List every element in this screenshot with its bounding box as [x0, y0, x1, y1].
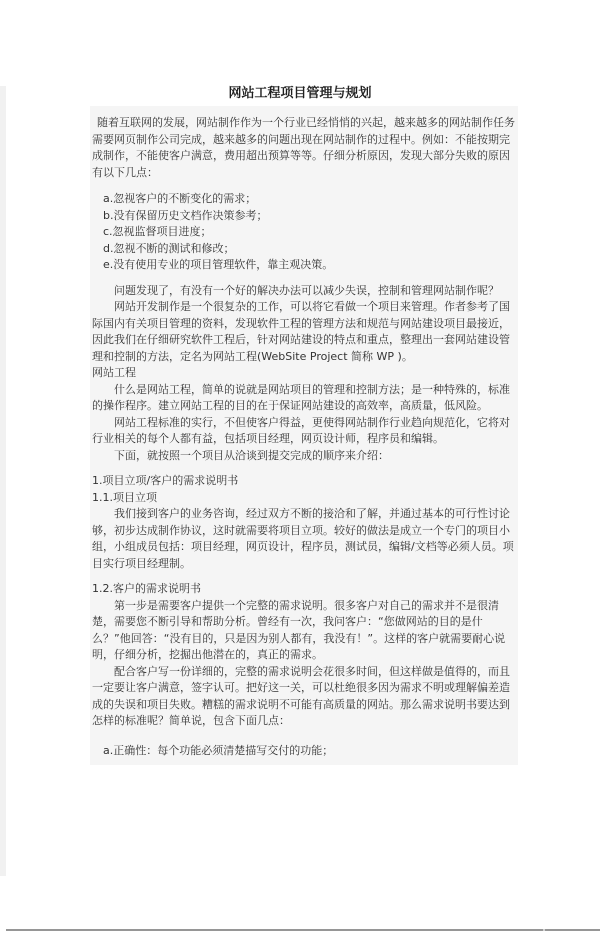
question-paragraph: 问题发现了，有没有一个好的解决办法可以减少失误，控制和管理网站制作呢？	[114, 283, 499, 297]
section1-2-paragraph-2: 配合客户写一份详细的，完整的需求说明会花很多时间，但这样做是值得的，而且一定要让客户满意，签字认可。把好这一关，可以杜绝很多因为需求不明或理解偏差造成的失误和项目失败。糟糕的需求说明不可能有高质量的网站。那么需求说明书要达到怎样的标准呢？简单说，包含下面几点：	[92, 664, 510, 727]
requirement-item-a: a.正确性：每个功能必须清楚描写交付的功能；	[103, 743, 334, 757]
section1-1-paragraph: 我们接到客户的业务咨询，经过双方不断的接洽和了解，并通过基本的可行性讨论够，初步达成制作协议，这时就需要将项目立项。较好的做法是成立一个专门的项目小组，小组成员包括：项目经理，网页设计，程序员，测试员，编辑/文档等必须人员。项目实行项目经理制。	[92, 507, 514, 570]
site-engineering-paragraph-1: 什么是网站工程，简单的说就是网站项目的管理和控制方法；是一种特殊的，标准的操作程序。建立网站工程的目的在于保证网站建设的高效率，高质量，低风险。	[92, 382, 510, 412]
list-item-a: a.忽视客户的不断变化的需求；	[103, 192, 257, 205]
site-engineering-paragraph-2: 网站工程标准的实行，不但使客户得益，更使得网站制作行业趋向规范化，它将对行业相关的每个人都有益，包括项目经理，网页设计师，程序员和编辑。	[92, 415, 510, 445]
page-title: 网站工程项目管理与规划	[228, 86, 372, 101]
list-item-b: b.没有保留历史文档作决策参考；	[103, 208, 268, 222]
section1-2-heading: 1.2.客户的需求说明书	[92, 582, 201, 595]
section-heading-site-engineering: 网站工程	[92, 366, 136, 379]
list-item-d: d.忽视不断的测试和修改；	[103, 241, 235, 255]
document-body	[90, 106, 518, 765]
list-item-c: c.忽视监督项目进度；	[103, 225, 212, 238]
document-viewer	[0, 86, 600, 937]
scrollbar-notch	[543, 929, 545, 931]
page-left-edge	[0, 86, 6, 876]
solution-paragraph: 网站开发制作是一个很复杂的工作，可以将它看做一个项目来管理。作者参考了国际国内有关项目管理的资料，发现软件工程的管理方法和规范与网站建设项目最接近，因此我们在仔细研究软件工程后，针对网站建设的特点和重点，整理出一套网站建设管理和控制的方法，定名为网站工程(WebSite Project 简称 WP )。	[92, 300, 510, 363]
horizontal-scrollbar[interactable]	[6, 929, 600, 931]
intro-paragraph: 随着互联网的发展，网站制作作为一个行业已经悄悄的兴起，越来越多的网站制作任务需要网页制作公司完成，越来越多的问题出现在网站制作的过程中。例如：不能按期完成制作，不能使客户满意，费用超出预算等等。仔细分析原因，发现大部分失败的原因有以下几点：	[92, 116, 515, 179]
list-item-e: e.没有使用专业的项目管理软件，靠主观决策。	[103, 258, 334, 271]
failure-causes-list	[92, 191, 516, 274]
site-engineering-paragraph-3: 下面，就按照一个项目从洽谈到提交完成的顺序来介绍：	[114, 448, 389, 462]
section1-heading: 1.项目立项/客户的需求说明书	[92, 474, 239, 487]
section1-1-heading: 1.1.项目立项	[92, 490, 157, 504]
section1-2-paragraph-1: 第一步是需要客户提供一个完整的需求说明。很多客户对自己的需求并不是很清楚，需要您不断引导和帮助分析。曾经有一次，我问客户：“您做网站的目的是什么？”他回答：“没有目的，只是因为别人都有，我没有！”。这样的客户就需要耐心说明，仔细分析，挖掘出他潜在的，真正的需求。	[92, 598, 506, 661]
